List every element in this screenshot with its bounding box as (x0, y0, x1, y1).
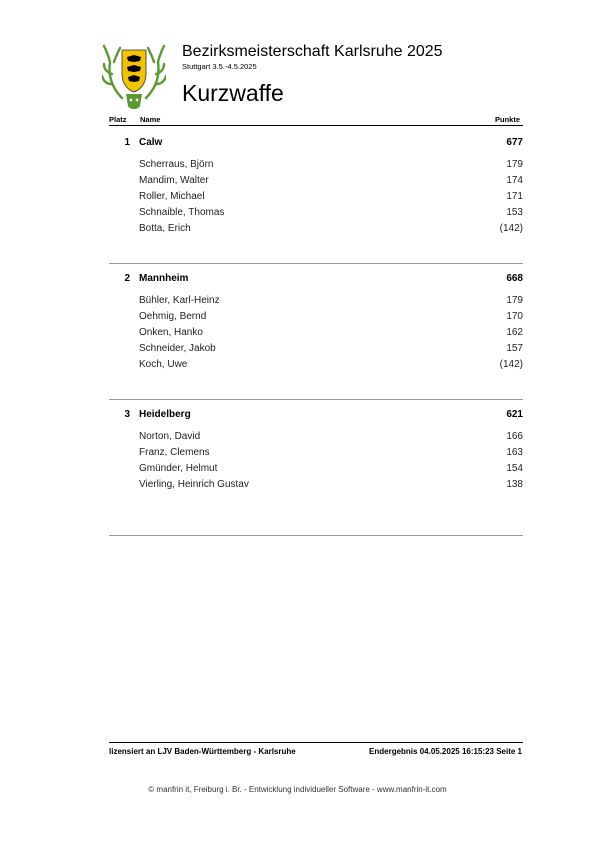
list-item (109, 159, 523, 175)
member-list (109, 295, 523, 375)
member-score: 138 (506, 479, 523, 490)
member-name: Mandim, Walter (139, 175, 209, 186)
ljv-logo (102, 40, 166, 112)
member-name: Franz, Clemens (139, 447, 210, 458)
team-name: Mannheim (139, 273, 189, 284)
team-rank: 1 (124, 137, 130, 148)
team-rank: 3 (124, 409, 130, 420)
column-header-platz: Platz (109, 115, 127, 124)
member-score: 154 (506, 463, 523, 474)
member-list (109, 431, 523, 495)
member-name: Scherraus, Björn (139, 159, 214, 170)
list-item (109, 463, 523, 479)
member-score: 166 (506, 431, 523, 442)
license-text: lizensiert an LJV Baden-Württemberg - Karlsruhe (109, 747, 296, 756)
list-item (109, 359, 523, 375)
member-name: Roller, Michael (139, 191, 205, 202)
deer-antler-crest-icon (102, 40, 166, 112)
member-score: 174 (506, 175, 523, 186)
list-item (109, 343, 523, 359)
member-score: (142) (499, 223, 523, 234)
member-score: (142) (499, 359, 523, 370)
list-item (109, 175, 523, 191)
team-block (109, 137, 523, 239)
member-score: 153 (506, 207, 523, 218)
member-score: 157 (506, 343, 523, 354)
member-score: 179 (506, 295, 523, 306)
member-name: Koch, Uwe (139, 359, 188, 370)
page-title: Bezirksmeisterschaft Karlsruhe 2025 (182, 43, 443, 60)
copyright-text: © manfrin it, Freiburg i. Br. - Entwicklung individueller Software - www.manfrin-it.com (148, 785, 447, 794)
member-score: 171 (506, 191, 523, 202)
discipline-title: Kurzwaffe (182, 80, 284, 106)
list-item (109, 431, 523, 447)
team-name: Calw (139, 137, 163, 148)
team-divider (109, 263, 523, 264)
member-name: Oehmig, Bernd (139, 311, 207, 322)
member-list (109, 159, 523, 239)
list-item (109, 295, 523, 311)
list-item (109, 327, 523, 343)
list-item (109, 207, 523, 223)
team-block (109, 273, 523, 375)
member-name: Onken, Hanko (139, 327, 203, 338)
team-header (109, 273, 523, 287)
list-item (109, 223, 523, 239)
event-location-date: Stuttgart 3.5.-4.5.2025 (182, 62, 257, 71)
result-status: Endergebnis 04.05.2025 16:15:23 Seite 1 (369, 747, 522, 756)
list-item (109, 447, 523, 463)
team-divider (109, 535, 523, 536)
member-name: Norton, David (139, 431, 201, 442)
team-score: 621 (506, 409, 523, 420)
team-divider (109, 399, 523, 400)
header-divider (109, 125, 523, 126)
list-item (109, 311, 523, 327)
list-item (109, 191, 523, 207)
list-item (109, 479, 523, 495)
member-name: Botta, Erich (139, 223, 191, 234)
footer-divider (109, 742, 523, 743)
team-header (109, 409, 523, 423)
member-name: Bühler, Karl-Heinz (139, 295, 220, 306)
member-name: Gmünder, Helmut (139, 463, 218, 474)
column-header-name: Name (140, 115, 161, 124)
team-block (109, 409, 523, 495)
member-name: Vierling, Heinrich Gustav (139, 479, 249, 490)
team-name: Heidelberg (139, 409, 191, 420)
member-name: Schneider, Jakob (139, 343, 216, 354)
member-score: 163 (506, 447, 523, 458)
team-header (109, 137, 523, 151)
member-score: 162 (506, 327, 523, 338)
member-score: 170 (506, 311, 523, 322)
team-score: 677 (506, 137, 523, 148)
member-name: Schnaible, Thomas (139, 207, 225, 218)
team-rank: 2 (124, 273, 130, 284)
column-header-punkte: Punkte (494, 115, 520, 124)
member-score: 179 (506, 159, 523, 170)
team-score: 668 (506, 273, 523, 284)
